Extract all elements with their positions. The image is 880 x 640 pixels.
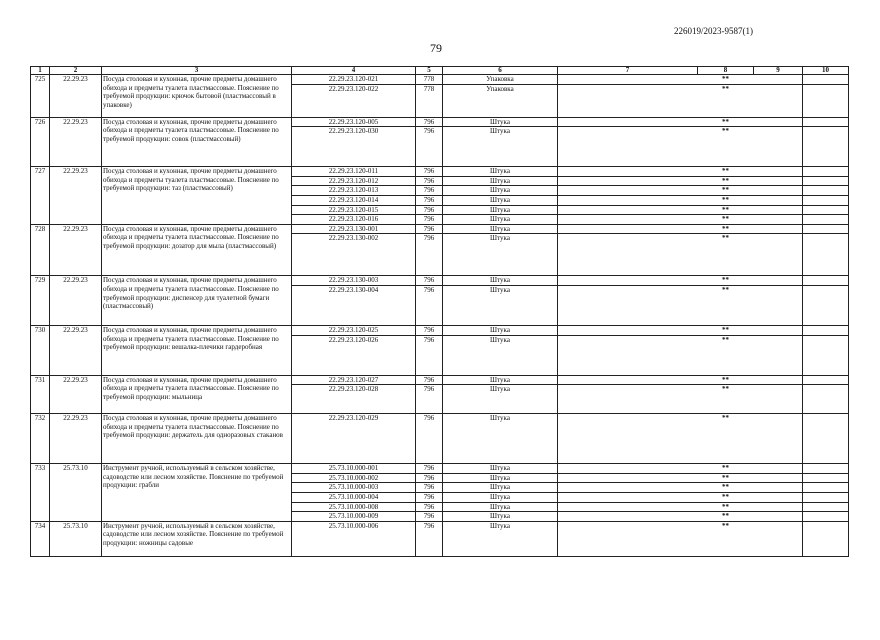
col-header-6: 6	[443, 67, 558, 75]
table-row	[31, 375, 849, 385]
header-row	[31, 67, 849, 75]
col9-cell	[754, 276, 803, 286]
col7-cell	[558, 502, 698, 512]
ktru-code-cell: 25.73.10.000-002	[292, 473, 416, 483]
stars-mark: **	[698, 234, 754, 276]
stars-mark: **	[698, 195, 754, 205]
col7-cell	[558, 335, 698, 375]
col10-cell	[803, 276, 849, 286]
col7-cell	[558, 84, 698, 117]
stars-mark: **	[698, 492, 754, 502]
stars-mark: **	[698, 521, 754, 556]
row-number-cell: 726	[31, 117, 50, 167]
unit-cell: Штука	[443, 285, 558, 325]
okei-code-cell: 796	[416, 325, 443, 335]
col-header-8: 8	[698, 67, 754, 75]
ktru-code-cell: 22.29.23.120-016	[292, 215, 416, 225]
col9-cell	[754, 512, 803, 522]
okei-code-cell: 796	[416, 502, 443, 512]
col9-cell	[754, 385, 803, 414]
unit-cell: Штука	[443, 414, 558, 464]
table-row	[31, 276, 849, 286]
stars-mark: **	[698, 276, 754, 286]
stars-mark: **	[698, 224, 754, 234]
unit-cell: Штука	[443, 502, 558, 512]
stars-mark: **	[698, 215, 754, 225]
okei-code-cell: 796	[416, 473, 443, 483]
unit-cell: Штука	[443, 276, 558, 286]
okpd-code-cell: 22.29.23	[50, 276, 102, 326]
row-number-cell: 732	[31, 414, 50, 464]
okei-code-cell: 796	[416, 483, 443, 493]
ktru-code-cell: 22.29.23.120-021	[292, 75, 416, 85]
table-row	[31, 167, 849, 177]
unit-cell: Штука	[443, 492, 558, 502]
unit-cell: Упаковка	[443, 84, 558, 117]
table-row	[31, 464, 849, 474]
col10-cell	[803, 84, 849, 117]
unit-cell: Штука	[443, 375, 558, 385]
ktru-code-cell: 22.29.23.120-005	[292, 117, 416, 127]
okpd-code-cell: 22.29.23	[50, 167, 102, 225]
col9-cell	[754, 234, 803, 276]
col9-cell	[754, 117, 803, 127]
description-cell: Посуда столовая и кухонная, прочие предметы домашнего обихода и предметы туалета пластмассовые. Пояснение по требуемой продукции: таз (пластмассовый)	[102, 167, 292, 225]
okei-code-cell: 796	[416, 117, 443, 127]
table-row	[31, 117, 849, 127]
col9-cell	[754, 84, 803, 117]
table-row	[31, 224, 849, 234]
description-cell: Посуда столовая и кухонная, прочие предметы домашнего обихода и предметы туалета пластмассовые. Пояснение по требуемой продукции: совок (пластмассовый)	[102, 117, 292, 167]
ktru-code-cell: 22.29.23.120-022	[292, 84, 416, 117]
ktru-code-cell: 22.29.23.120-014	[292, 195, 416, 205]
stars-mark: **	[698, 335, 754, 375]
col-header-3: 3	[102, 67, 292, 75]
col7-cell	[558, 414, 698, 464]
col9-cell	[754, 521, 803, 556]
col10-cell	[803, 205, 849, 215]
ktru-code-cell: 22.29.23.120-015	[292, 205, 416, 215]
okei-code-cell: 796	[416, 375, 443, 385]
okei-code-cell: 796	[416, 205, 443, 215]
row-number-cell: 728	[31, 224, 50, 276]
ktru-code-cell: 22.29.23.120-029	[292, 414, 416, 464]
col-header-5: 5	[416, 67, 443, 75]
ktru-code-cell: 22.29.23.120-028	[292, 385, 416, 414]
ktru-code-cell: 25.73.10.000-006	[292, 521, 416, 556]
description-cell: Посуда столовая и кухонная, прочие предметы домашнего обихода и предметы туалета пластмассовые. Пояснение по требуемой продукции: дозатор для мыла (пластмассовый)	[102, 224, 292, 276]
col7-cell	[558, 385, 698, 414]
ktru-code-cell: 22.29.23.130-003	[292, 276, 416, 286]
col7-cell	[558, 186, 698, 196]
col9-cell	[754, 285, 803, 325]
col-header-7: 7	[558, 67, 698, 75]
col9-cell	[754, 127, 803, 167]
okei-code-cell: 796	[416, 127, 443, 167]
table-row	[31, 521, 849, 556]
col7-cell	[558, 473, 698, 483]
table-row	[31, 414, 849, 464]
ktru-code-cell: 25.73.10.000-009	[292, 512, 416, 522]
stars-mark: **	[698, 325, 754, 335]
col7-cell	[558, 75, 698, 85]
okei-code-cell: 796	[416, 492, 443, 502]
col7-cell	[558, 483, 698, 493]
unit-cell: Штука	[443, 117, 558, 127]
stars-mark: **	[698, 414, 754, 464]
unit-cell: Штука	[443, 385, 558, 414]
col9-cell	[754, 325, 803, 335]
unit-cell: Штука	[443, 473, 558, 483]
col10-cell	[803, 492, 849, 502]
col7-cell	[558, 176, 698, 186]
col9-cell	[754, 375, 803, 385]
row-number-cell: 733	[31, 464, 50, 522]
col9-cell	[754, 464, 803, 474]
col9-cell	[754, 473, 803, 483]
okei-code-cell: 796	[416, 234, 443, 276]
okei-code-cell: 796	[416, 285, 443, 325]
unit-cell: Штука	[443, 335, 558, 375]
col-header-4: 4	[292, 67, 416, 75]
unit-cell: Штука	[443, 521, 558, 556]
col7-cell	[558, 167, 698, 177]
col10-cell	[803, 473, 849, 483]
okpd-code-cell: 22.29.23	[50, 75, 102, 118]
col10-cell	[803, 117, 849, 127]
col10-cell	[803, 483, 849, 493]
col10-cell	[803, 234, 849, 276]
col10-cell	[803, 75, 849, 85]
col7-cell	[558, 285, 698, 325]
col10-cell	[803, 521, 849, 556]
col7-cell	[558, 325, 698, 335]
ktru-code-cell: 22.29.23.130-004	[292, 285, 416, 325]
col10-cell	[803, 127, 849, 167]
unit-cell: Штука	[443, 224, 558, 234]
unit-cell: Штука	[443, 186, 558, 196]
okpd-code-cell: 22.29.23	[50, 224, 102, 276]
stars-mark: **	[698, 84, 754, 117]
page-number: 79	[430, 41, 442, 55]
row-number-cell: 725	[31, 75, 50, 118]
col-header-9: 9	[754, 67, 803, 75]
unit-cell: Штука	[443, 512, 558, 522]
stars-mark: **	[698, 186, 754, 196]
col7-cell	[558, 464, 698, 474]
col9-cell	[754, 167, 803, 177]
table-body	[31, 75, 849, 557]
description-cell: Посуда столовая и кухонная, прочие предметы домашнего обихода и предметы туалета пластмассовые. Пояснение по требуемой продукции: диспенсер для туалетной бумаги (пластмассовый)	[102, 276, 292, 326]
okei-code-cell: 796	[416, 385, 443, 414]
col9-cell	[754, 186, 803, 196]
goods-table	[30, 66, 849, 557]
row-number-cell: 727	[31, 167, 50, 225]
description-cell: Инструмент ручной, используемый в сельском хозяйстве, садоводстве или лесном хозяйстве. Пояснение по требуемой продукции: ножницы садовые	[102, 521, 292, 556]
stars-mark: **	[698, 176, 754, 186]
col10-cell	[803, 167, 849, 177]
okei-code-cell: 796	[416, 512, 443, 522]
okei-code-cell: 796	[416, 464, 443, 474]
okei-code-cell: 778	[416, 84, 443, 117]
col9-cell	[754, 492, 803, 502]
ktru-code-cell: 22.29.23.130-001	[292, 224, 416, 234]
col10-cell	[803, 385, 849, 414]
ktru-code-cell: 25.73.10.000-003	[292, 483, 416, 493]
col7-cell	[558, 521, 698, 556]
unit-cell: Штука	[443, 215, 558, 225]
row-number-cell: 731	[31, 375, 50, 414]
description-cell: Посуда столовая и кухонная, прочие предметы домашнего обихода и предметы туалета пластмассовые. Пояснение по требуемой продукции: крючок бытовой (пластмассовый в упаковке)	[102, 75, 292, 118]
okei-code-cell: 796	[416, 186, 443, 196]
col9-cell	[754, 215, 803, 225]
unit-cell: Штука	[443, 167, 558, 177]
col-header-10: 10	[803, 67, 849, 75]
description-cell: Посуда столовая и кухонная, прочие предметы домашнего обихода и предметы туалета пластмассовые. Пояснение по требуемой продукции: мыльница	[102, 375, 292, 414]
stars-mark: **	[698, 375, 754, 385]
col7-cell	[558, 224, 698, 234]
description-cell: Посуда столовая и кухонная, прочие предметы домашнего обихода и предметы туалета пластмассовые. Пояснение по требуемой продукции: держатель для одноразовых стаканов	[102, 414, 292, 464]
okei-code-cell: 796	[416, 276, 443, 286]
stars-mark: **	[698, 385, 754, 414]
stars-mark: **	[698, 167, 754, 177]
ktru-code-cell: 22.29.23.120-011	[292, 167, 416, 177]
col9-cell	[754, 483, 803, 493]
ktru-code-cell: 22.29.23.120-013	[292, 186, 416, 196]
col10-cell	[803, 176, 849, 186]
okei-code-cell: 796	[416, 176, 443, 186]
col10-cell	[803, 224, 849, 234]
unit-cell: Штука	[443, 234, 558, 276]
ktru-code-cell: 22.29.23.120-027	[292, 375, 416, 385]
col7-cell	[558, 234, 698, 276]
col9-cell	[754, 502, 803, 512]
unit-cell: Штука	[443, 127, 558, 167]
stars-mark: **	[698, 502, 754, 512]
ktru-code-cell: 22.29.23.120-012	[292, 176, 416, 186]
col9-cell	[754, 224, 803, 234]
okei-code-cell: 796	[416, 414, 443, 464]
unit-cell: Штука	[443, 464, 558, 474]
table-row	[31, 75, 849, 85]
stars-mark: **	[698, 205, 754, 215]
col10-cell	[803, 285, 849, 325]
okei-code-cell: 796	[416, 335, 443, 375]
col7-cell	[558, 117, 698, 127]
unit-cell: Штука	[443, 325, 558, 335]
col10-cell	[803, 375, 849, 385]
okpd-code-cell: 22.29.23	[50, 117, 102, 167]
col7-cell	[558, 512, 698, 522]
stars-mark: **	[698, 483, 754, 493]
stars-mark: **	[698, 473, 754, 483]
col10-cell	[803, 186, 849, 196]
okpd-code-cell: 25.73.10	[50, 464, 102, 522]
okei-code-cell: 796	[416, 195, 443, 205]
stars-mark: **	[698, 285, 754, 325]
unit-cell: Упаковка	[443, 75, 558, 85]
ktru-code-cell: 25.73.10.000-004	[292, 492, 416, 502]
col9-cell	[754, 335, 803, 375]
col7-cell	[558, 127, 698, 167]
col10-cell	[803, 325, 849, 335]
stars-mark: **	[698, 127, 754, 167]
stars-mark: **	[698, 75, 754, 85]
col7-cell	[558, 276, 698, 286]
okei-code-cell: 796	[416, 521, 443, 556]
col10-cell	[803, 502, 849, 512]
ktru-code-cell: 25.73.10.000-001	[292, 464, 416, 474]
col7-cell	[558, 205, 698, 215]
stars-mark: **	[698, 464, 754, 474]
col9-cell	[754, 414, 803, 464]
col9-cell	[754, 195, 803, 205]
table-row	[31, 325, 849, 335]
row-number-cell: 734	[31, 521, 50, 556]
col10-cell	[803, 335, 849, 375]
col-header-1: 1	[31, 67, 50, 75]
document-id: 226019/2023-9587(1)	[674, 26, 753, 36]
okpd-code-cell: 22.29.23	[50, 375, 102, 414]
col7-cell	[558, 492, 698, 502]
okei-code-cell: 796	[416, 167, 443, 177]
col7-cell	[558, 215, 698, 225]
okei-code-cell: 796	[416, 224, 443, 234]
col7-cell	[558, 375, 698, 385]
ktru-code-cell: 25.73.10.000-008	[292, 502, 416, 512]
col9-cell	[754, 205, 803, 215]
okpd-code-cell: 22.29.23	[50, 414, 102, 464]
unit-cell: Штука	[443, 205, 558, 215]
row-number-cell: 730	[31, 325, 50, 375]
okpd-code-cell: 22.29.23	[50, 325, 102, 375]
okei-code-cell: 796	[416, 215, 443, 225]
row-number-cell: 729	[31, 276, 50, 326]
description-cell: Посуда столовая и кухонная, прочие предметы домашнего обихода и предметы туалета пластмассовые. Пояснение по требуемой продукции: вешалка-плечики гардеробная	[102, 325, 292, 375]
ktru-code-cell: 22.29.23.120-030	[292, 127, 416, 167]
col10-cell	[803, 195, 849, 205]
unit-cell: Штука	[443, 195, 558, 205]
col10-cell	[803, 215, 849, 225]
stars-mark: **	[698, 117, 754, 127]
col-header-2: 2	[50, 67, 102, 75]
col10-cell	[803, 464, 849, 474]
col9-cell	[754, 75, 803, 85]
okei-code-cell: 778	[416, 75, 443, 85]
col9-cell	[754, 176, 803, 186]
ktru-code-cell: 22.29.23.120-025	[292, 325, 416, 335]
stars-mark: **	[698, 512, 754, 522]
okpd-code-cell: 25.73.10	[50, 521, 102, 556]
unit-cell: Штука	[443, 176, 558, 186]
ktru-code-cell: 22.29.23.130-002	[292, 234, 416, 276]
unit-cell: Штука	[443, 483, 558, 493]
col7-cell	[558, 195, 698, 205]
ktru-code-cell: 22.29.23.120-026	[292, 335, 416, 375]
description-cell: Инструмент ручной, используемый в сельском хозяйстве, садоводстве или лесном хозяйстве. Пояснение по требуемой продукции: грабли	[102, 464, 292, 522]
col10-cell	[803, 512, 849, 522]
col10-cell	[803, 414, 849, 464]
